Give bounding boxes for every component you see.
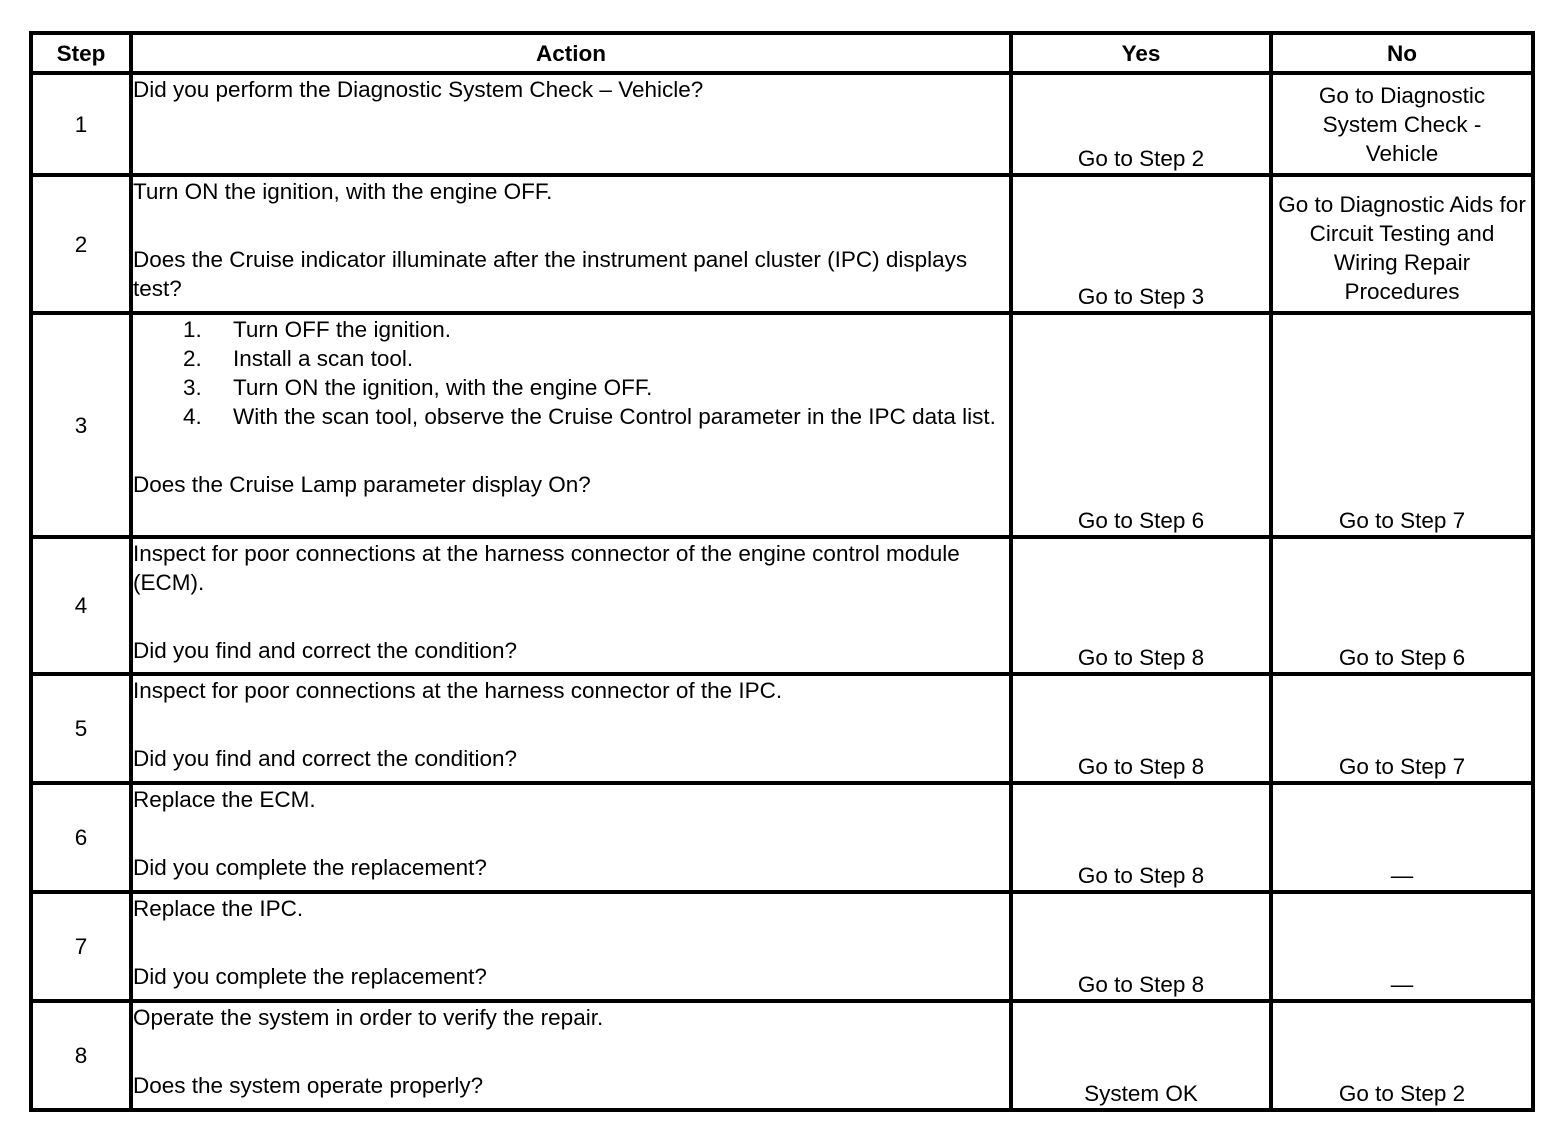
step-number: 4: [31, 537, 131, 674]
header-yes: Yes: [1011, 33, 1271, 73]
no-result: —: [1271, 783, 1533, 892]
no-result: Go to Diagnostic System Check - Vehicle: [1271, 73, 1533, 175]
action-cell: [131, 73, 1011, 175]
action-text: Turn ON the ignition, with the engine OFF.: [133, 179, 553, 204]
table-row: [31, 1001, 1533, 1110]
action-text: Inspect for poor connections at the harness connector of the engine control module (ECM).: [133, 541, 960, 595]
no-result: Go to Step 6: [1271, 537, 1533, 674]
action-question: Did you complete the replacement?: [133, 855, 487, 880]
action-question: Does the system operate properly?: [133, 1073, 484, 1098]
substep-item: [183, 402, 1009, 431]
table-row: [31, 313, 1533, 537]
table-row: [31, 783, 1533, 892]
action-question: Did you find and correct the condition?: [133, 746, 517, 771]
yes-result: Go to Step 8: [1011, 892, 1271, 1001]
no-result: Go to Diagnostic Aids for Circuit Testing and Wiring Repair Procedures: [1271, 175, 1533, 313]
substep-number: 2.: [183, 346, 202, 371]
table-row: [31, 537, 1533, 674]
yes-result: Go to Step 3: [1011, 175, 1271, 313]
action-cell: [131, 1001, 1011, 1110]
substep-item: [183, 344, 1009, 373]
diagnostic-table: [29, 31, 1535, 1112]
step-number: 3: [31, 313, 131, 537]
no-result: Go to Step 2: [1271, 1001, 1533, 1110]
substep-text: Turn OFF the ignition.: [233, 317, 452, 342]
step-number: 2: [31, 175, 131, 313]
action-cell: [131, 313, 1011, 537]
step-number: 8: [31, 1001, 131, 1110]
substep-text: With the scan tool, observe the Cruise Control parameter in the IPC data list.: [233, 404, 996, 429]
yes-result: Go to Step 6: [1011, 313, 1271, 537]
no-result: Go to Step 7: [1271, 674, 1533, 783]
no-result: —: [1271, 892, 1533, 1001]
action-question: Does the Cruise indicator illuminate after the instrument panel cluster (IPC) displays test?: [133, 247, 968, 301]
action-text: Inspect for poor connections at the harness connector of the IPC.: [133, 678, 783, 703]
action-text: Replace the IPC.: [133, 896, 304, 921]
yes-result: System OK: [1011, 1001, 1271, 1110]
step-number: 7: [31, 892, 131, 1001]
action-cell: [131, 783, 1011, 892]
substep-list: [133, 315, 1009, 431]
substep-number: 4.: [183, 404, 202, 429]
header-row: [31, 33, 1533, 73]
action-text: Operate the system in order to verify the repair.: [133, 1005, 604, 1030]
header-step: Step: [31, 33, 131, 73]
table-row: [31, 674, 1533, 783]
action-text: Did you perform the Diagnostic System Check – Vehicle?: [133, 77, 704, 102]
yes-result: Go to Step 8: [1011, 537, 1271, 674]
step-number: 1: [31, 73, 131, 175]
table-row: [31, 175, 1533, 313]
yes-result: Go to Step 8: [1011, 783, 1271, 892]
action-cell: [131, 892, 1011, 1001]
table-row: [31, 73, 1533, 175]
header-action: Action: [131, 33, 1011, 73]
substep-item: [183, 373, 1009, 402]
table-row: [31, 892, 1533, 1001]
substep-item: [183, 315, 1009, 344]
substep-text: Turn ON the ignition, with the engine OFF.: [233, 375, 653, 400]
substep-text: Install a scan tool.: [233, 346, 414, 371]
substep-number: 3.: [183, 375, 202, 400]
step-number: 5: [31, 674, 131, 783]
yes-result: Go to Step 2: [1011, 73, 1271, 175]
substep-number: 1.: [183, 317, 202, 342]
step-number: 6: [31, 783, 131, 892]
header-no: No: [1271, 33, 1533, 73]
no-result: Go to Step 7: [1271, 313, 1533, 537]
action-cell: [131, 674, 1011, 783]
action-text: Replace the ECM.: [133, 787, 316, 812]
action-question: Did you complete the replacement?: [133, 964, 487, 989]
action-question: Did you find and correct the condition?: [133, 638, 517, 663]
action-question: Does the Cruise Lamp parameter display On?: [133, 472, 591, 497]
action-cell: [131, 175, 1011, 313]
yes-result: Go to Step 8: [1011, 674, 1271, 783]
action-cell: [131, 537, 1011, 674]
